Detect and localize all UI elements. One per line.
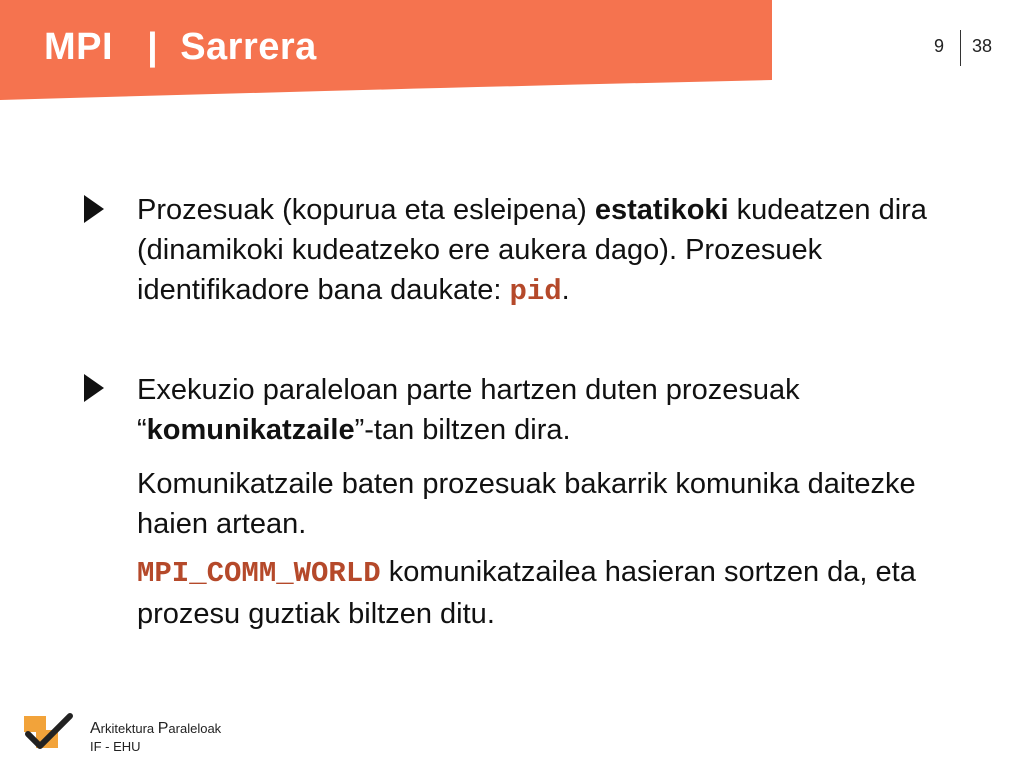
bullet-2-bold: komunikatzaile <box>146 414 355 446</box>
bullet-1-code: pid <box>509 275 562 308</box>
bullet-arrow-icon <box>84 374 104 402</box>
bullet-2-para-3 <box>137 552 937 634</box>
footer-line-2: IF - EHU <box>90 739 141 754</box>
footer-rest: rkitektura <box>100 721 158 736</box>
footer-line-1 <box>90 720 221 738</box>
bullet-1-bold: estatikoki <box>594 194 729 226</box>
page-total: 38 <box>972 36 993 56</box>
page-current: 9 <box>934 36 945 56</box>
bullet-arrow-icon <box>84 195 104 223</box>
bullet-1-text <box>137 190 937 312</box>
checkmark-logo-icon <box>22 712 74 752</box>
bullet-1-text-part: . <box>561 274 570 306</box>
bullet-2-text <box>137 370 937 450</box>
footer-text <box>90 720 221 756</box>
bullet-2-para-2: Komunikatzaile baten prozesuak bakarrik komunika daitezke haien artean. <box>137 468 916 540</box>
slide-title <box>44 26 317 69</box>
footer-logo <box>22 712 74 757</box>
footer-rest: araleloak <box>168 721 222 736</box>
bullet-2-text-part: ”-tan biltzen dira. <box>354 414 571 446</box>
title-separator: | <box>147 26 159 68</box>
bullet-1-text-part: Prozesuak (kopurua eta esleipena) <box>137 194 595 226</box>
footer-cap: A <box>90 720 101 737</box>
page-divider <box>960 30 961 66</box>
title-sub: Sarrera <box>180 26 317 68</box>
bullet-2-code: MPI_COMM_WORLD <box>137 557 381 590</box>
bullet-2-text-part: Exekuzio paraleloan parte hartzen duten prozesuak “ <box>137 374 800 446</box>
footer-cap: P <box>157 720 169 737</box>
title-main: MPI <box>44 26 114 68</box>
bullet-2-text-part: komunikatzailea hasieran sortzen da, eta prozesu guztiak biltzen ditu. <box>137 556 916 630</box>
bullet-1-text-part: kudeatzen dira (dinamikoki kudeatzeko ere aukera dago). Prozesuek identifikadore bana daukate: <box>137 194 927 306</box>
